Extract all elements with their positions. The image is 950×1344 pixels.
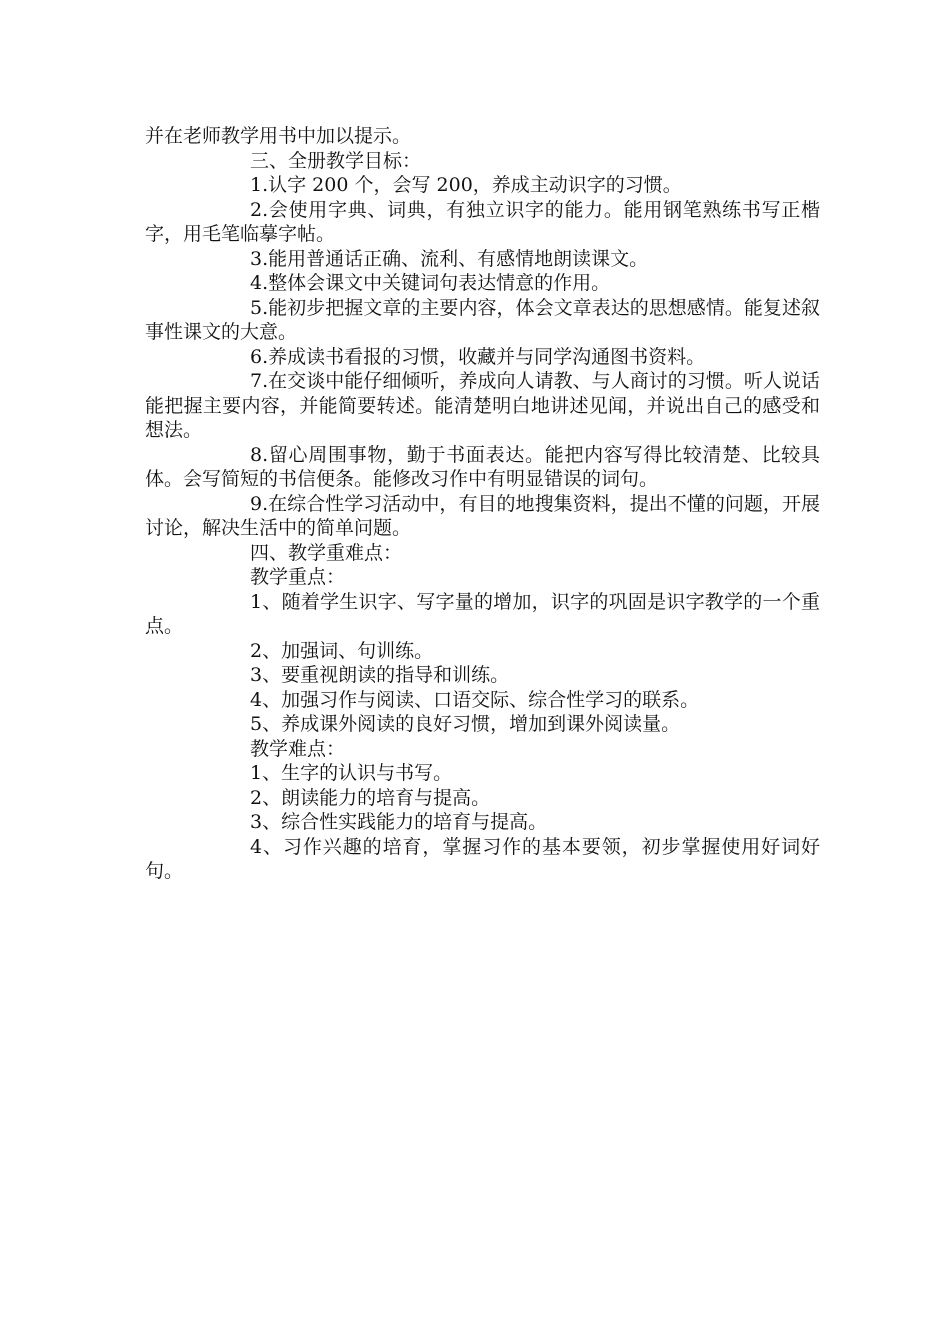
key-point-item-3: 3、要重视朗读的指导和训练。	[250, 664, 510, 686]
goal-item-1: 1.认字 200 个，会写 200，养成主动识字的习惯。	[250, 174, 682, 196]
goal-item-5: 5.能初步把握文章的主要内容，体会文章表达的思想感情。能复述叙事性课文的大意。	[145, 296, 820, 343]
section-heading-key-points: 四、教学重难点：	[250, 541, 403, 564]
goal-item-7: 7.在交谈中能仔细倾听，养成向人请教、与人商讨的习惯。听人说话能把握主要内容，并能简要转述。能清楚明白地讲述见闻，并说出自己的感受和想法。	[145, 370, 820, 441]
difficulty-item-3: 3、综合性实践能力的培育与提高。	[250, 811, 548, 833]
key-point-item-2: 2、加强词、句训练。	[250, 639, 434, 662]
difficulty-item-2: 2、朗读能力的培育与提高。	[250, 786, 491, 809]
key-point-item-1: 1、随着学生识字、写字量的增加，识字的巩固是识字教学的一个重点。	[145, 590, 820, 637]
key-point-item-5: 5、养成课外阅读的良好习惯，增加到课外阅读量。	[250, 713, 681, 735]
section-heading-goals: 三、全册教学目标：	[250, 149, 422, 172]
subheading-key-points: 教学重点：	[250, 566, 346, 588]
key-point-item-4: 4、加强习作与阅读、口语交际、综合性学习的联系。	[250, 688, 700, 711]
goal-item-6: 6.养成读书看报的习惯，收藏并与同学沟通图书资料。	[250, 345, 706, 368]
goal-item-2: 2.会使用字典、词典，有独立识字的能力。能用钢笔熟练书写正楷字，用毛笔临摹字帖。	[145, 198, 820, 245]
paragraph-continuation: 并在老师教学用书中加以提示。	[145, 125, 412, 147]
document-body	[145, 124, 820, 884]
goal-item-3: 3.能用普通话正确、流利、有感情地朗读课文。	[250, 247, 649, 270]
goal-item-9: 9.在综合性学习活动中，有目的地搜集资料，提出不懂的问题，开展讨论，解决生活中的简单问题。	[145, 492, 820, 539]
goal-item-8: 8.留心周围事物，勤于书面表达。能把内容写得比较清楚、比较具体。会写简短的书信便条。能修改习作中有明显错误的词句。	[145, 443, 820, 490]
difficulty-item-4: 4、习作兴趣的培育，掌握习作的基本要领，初步掌握使用好词好句。	[145, 835, 820, 882]
subheading-difficulties: 教学难点：	[250, 737, 346, 760]
goal-item-4: 4.整体会课文中关键词句表达情意的作用。	[250, 272, 611, 294]
difficulty-item-1: 1、生字的认识与书写。	[250, 762, 453, 784]
